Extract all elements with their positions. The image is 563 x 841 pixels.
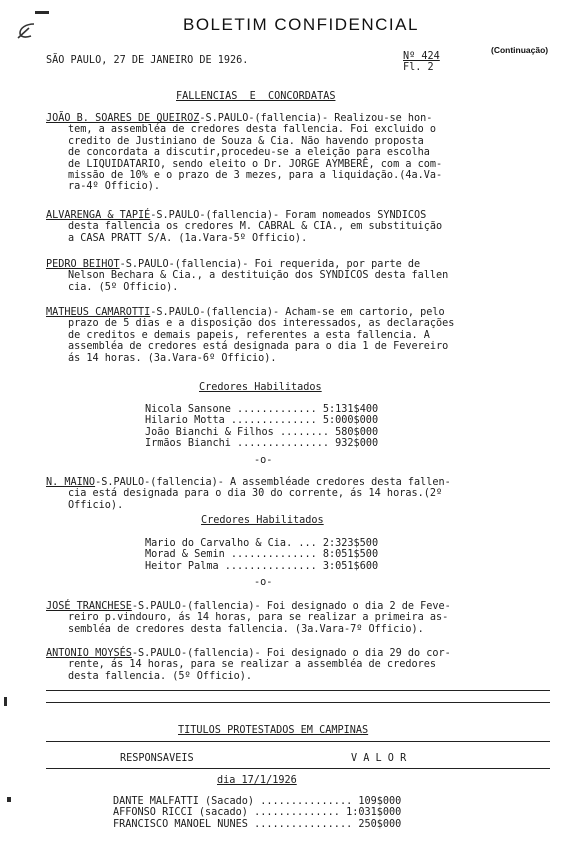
divider	[46, 690, 550, 691]
creditors-title: Credores Habilitados	[201, 515, 324, 526]
entry-tranchese: JOSÉ TRANCHESE-S.PAULO-(fallencia)- Foi designado o dia 2 de Feve- reiro p.vindouro, ás 14 horas, para se realizar a primeira as- sembléa de credores desta fallencia. (3a.Vara-7º Officio).	[46, 601, 451, 635]
table-row: Nicola Sansone ............. 5:131$400	[145, 404, 379, 415]
corner-mark	[35, 11, 49, 14]
entry-maino: N. MAINO-S.PAULO-(fallencia)- A assembléade credores desta fallen- cia está designada para o dia 30 do corrente, ás 14 horas.(2º Officio).	[46, 477, 451, 511]
creditors-table	[145, 404, 378, 450]
separator: -o-	[254, 455, 273, 466]
entry-name: ALVARENGA & TAPIÉ	[46, 210, 151, 221]
margin-mark	[4, 697, 7, 706]
protests-title: TITULOS PROTESTADOS EM CAMPINAS	[178, 725, 369, 736]
bulletin-number: Nº 424	[403, 51, 440, 62]
entry-name: MATHEUS CAMAROTTI	[46, 307, 151, 318]
continuation-label: (Continuação)	[491, 45, 549, 55]
entry-name: PEDRO BEIHOT	[46, 259, 120, 270]
entry-queiroz: JOÃO B. SOARES DE QUEIROZ-S.PAULO-(fallencia)- Realizou-se hon- tem, a assembléa de credores desta fallencia. Foi excluido o credito de Justiniano de Souza & Cia. Não havendo proposta de concordata a discutir,procedeu-se a eleição para escolha de LIQUIDATARIO, sendo eleito o Dr. JORGE AYMBERÊ, com a com- missão de 10% e o prazo de 3 mezes, para a liquidação.(4a.Va- ra-4º Officio).	[46, 113, 443, 193]
place-date: SÃO PAULO, 27 DE JANEIRO DE 1926.	[46, 55, 249, 66]
entry-alvarenga: ALVARENGA & TAPIÉ-S.PAULO-(fallencia)- Foram nomeados SYNDICOS desta fallencia os credores M. CABRAL & CIA., em substituição a CASA PRATT S/A. (1a.Vara-5º Officio).	[46, 210, 443, 244]
sheet-number: Fl. 2	[403, 62, 434, 73]
column-header-responsible: RESPONSAVEIS	[120, 753, 194, 764]
entry-name: ANTONIO MOYSÉS	[46, 648, 132, 659]
creditors-title: Credores Habilitados	[199, 382, 322, 393]
table-row: FRANCISCO MANOEL NUNES ................ 250$000	[113, 818, 402, 830]
column-header-value: V A L O R	[351, 753, 407, 764]
divider	[46, 741, 550, 742]
table-row: João Bianchi & Filhos ........ 580$000	[145, 426, 379, 438]
creditors-table	[145, 538, 378, 572]
handwritten-mark-icon	[14, 20, 42, 42]
entry-beihot: PEDRO BEIHOT-S.PAULO-(fallencia)- Foi requerida, por parte de Nelson Bechara & Cia., a destituição dos SYNDICOS desta fallen cia. (5º Officio).	[46, 259, 449, 293]
divider	[46, 768, 550, 769]
table-row: Heitor Palma ............... 3:051$600	[145, 560, 379, 572]
section-title: FALLENCIAS E CONCORDATAS	[176, 91, 336, 102]
entry-name: JOSÉ TRANCHESE	[46, 601, 132, 612]
entry-name: N. MAINO	[46, 477, 96, 488]
protests-date: dia 17/1/1926	[217, 775, 297, 786]
entry-name: JOÃO B. SOARES DE QUEIROZ	[46, 113, 200, 124]
divider	[46, 702, 550, 703]
table-row: AFFONSO RICCI (sacado) .............. 1:031$000	[113, 807, 402, 819]
page-title: BOLETIM CONFIDENCIAL	[183, 15, 419, 34]
table-row: Hilario Motta .............. 5:000$000	[145, 415, 379, 427]
entry-moyses: ANTONIO MOYSÉS-S.PAULO-(fallencia)- Foi designado o dia 29 do cor- rente, ás 14 horas, para se realizar a assembléa de credores desta fallencia. (5º Officio).	[46, 648, 451, 682]
separator: -o-	[254, 577, 273, 588]
protests-table	[113, 796, 401, 830]
entry-camarotti: MATHEUS CAMAROTTI-S.PAULO-(fallencia)- Acham-se em cartorio, pelo prazo de 5 dias e a disposição dos interessados, as declarações de creditos e demais papeis, referentes a esta fallencia. A assembléa de credores está designada para o dia 1 de Fevereiro ás 14 horas. (3a.Vara-6º Officio).	[46, 307, 455, 364]
table-row: DANTE MALFATTI (Sacado) ............... 109$000	[113, 796, 402, 807]
margin-mark	[7, 797, 11, 802]
table-row: Mario do Carvalho & Cia. ... 2:323$500	[145, 538, 379, 549]
table-row: Morad & Semin .............. 8:051$500	[145, 549, 379, 561]
table-row: Irmãos Bianchi ............... 932$000	[145, 438, 379, 450]
